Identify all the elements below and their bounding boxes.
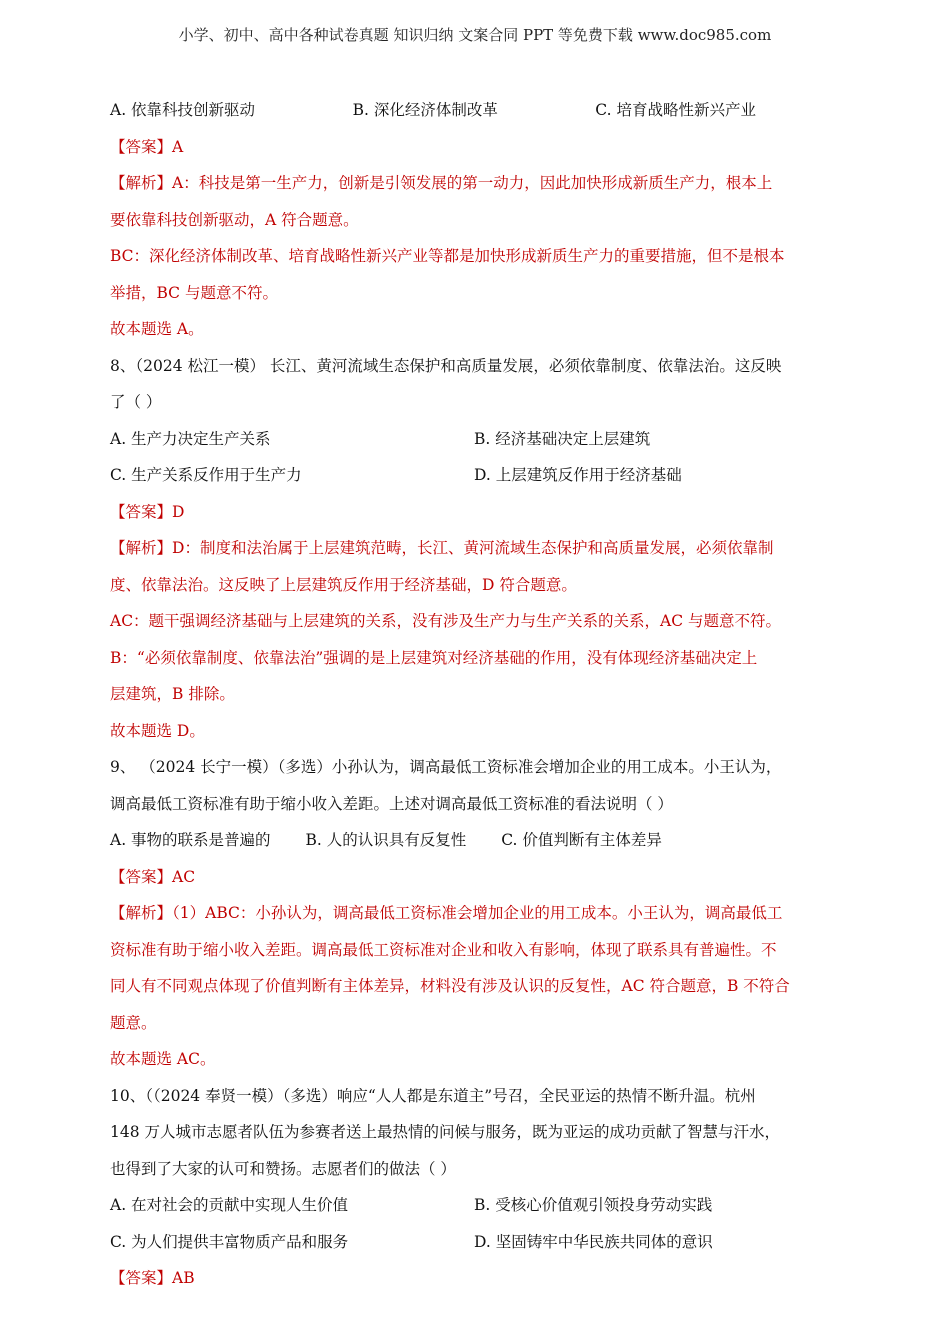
q8-analysis-line: 层建筑，B 排除。 — [110, 685, 235, 703]
q7-conclusion: 故本题选 A。 — [110, 320, 204, 338]
q9-analysis-line — [110, 895, 838, 932]
q7-option-b: B. 深化经济体制改革 — [352, 101, 498, 119]
q9-conclusion: 故本题选 AC。 — [110, 1050, 216, 1068]
q8-option-a: A. 生产力决定生产关系 — [110, 429, 271, 448]
q9-analysis-line: 同人有不同观点体现了价值判断有主体差异，材料没有涉及认识的反复性，AC 符合题意，B 不符合 — [110, 977, 790, 995]
q9-option-c: C. 价值判断有主体差异 — [501, 831, 662, 849]
answer-label: 【答案】 — [110, 867, 173, 886]
q8-analysis-line: AC：题干强调经济基础与上层建筑的关系，没有涉及生产力与生产关系的关系，AC 与题意不符。 — [110, 612, 782, 630]
q8-analysis-line: B：“必须依靠制度、依靠法治”强调的是上层建筑对经济基础的作用，没有体现经济基础决定上 — [110, 648, 758, 667]
q8-stem: 8、（2024 松江一模） 长江、黄河流域生态保护和高质量发展，必须依靠制度、依靠法治。这反映 — [110, 356, 782, 375]
answer-value: AC — [172, 867, 196, 886]
q8-option-c: C. 生产关系反作用于生产力 — [110, 466, 302, 484]
q10-stem: 也得到了大家的认可和赞扬。志愿者们的做法（ ） — [110, 1159, 456, 1178]
q8-option-d: D. 上层建筑反作用于经济基础 — [474, 466, 682, 484]
q8-analysis-line — [110, 530, 838, 567]
answer-label: 【答案】 — [110, 1269, 173, 1287]
analysis-text: （1）ABC：小孙认为，调高最低工资标准会增加企业的用工成本。小王认为，调高最低工 — [172, 904, 783, 922]
q10-option-b: B. 受核心价值观引领投身劳动实践 — [474, 1196, 713, 1214]
q9-option-b: B. 人的认识具有反复性 — [305, 831, 467, 849]
document-body — [110, 92, 838, 1297]
q9-stem: 9、 （2024 长宁一模）（多选）小孙认为，调高最低工资标准会增加企业的用工成本。小王认为， — [110, 758, 782, 776]
q7-option-c: C. 培育战略性新兴产业 — [595, 101, 756, 119]
q8-answer — [110, 494, 838, 531]
q10-options-row-2 — [110, 1224, 838, 1261]
answer-label: 【答案】 — [110, 502, 173, 521]
q10-stem: 148 万人城市志愿者队伍为参赛者送上最热情的问候与服务，既为亚运的成功贡献了智慧与汗水， — [110, 1123, 781, 1141]
q9-option-a: A. 事物的联系是普遍的 — [110, 831, 271, 849]
analysis-label: 【解析】 — [110, 174, 173, 192]
q10-answer — [110, 1260, 838, 1297]
q10-option-c: C. 为人们提供丰富物质产品和服务 — [110, 1232, 349, 1251]
q10-stem: 10、（（2024 奉贤一模）（多选）响应“人人都是东道主”号召，全民亚运的热情不断升温。杭州 — [110, 1086, 756, 1105]
answer-value: A — [172, 137, 184, 156]
q7-analysis-line: BC：深化经济体制改革、培育战略性新兴产业等都是加快形成新质生产力的重要措施，但不是根本 — [110, 247, 785, 265]
analysis-label: 【解析】 — [110, 904, 173, 922]
q7-analysis-line: 要依靠科技创新驱动，A 符合题意。 — [110, 210, 359, 229]
q9-answer — [110, 859, 838, 896]
q9-analysis-line: 题意。 — [110, 1013, 157, 1032]
q9-analysis-line: 资标准有助于缩小收入差距。调高最低工资标准对企业和收入有影响，体现了联系具有普遍性。不 — [110, 940, 777, 959]
q10-option-a: A. 在对社会的贡献中实现人生价值 — [110, 1196, 349, 1214]
q8-options-row-1 — [110, 421, 838, 458]
answer-label: 【答案】 — [110, 137, 173, 156]
q8-option-b: B. 经济基础决定上层建筑 — [474, 429, 651, 448]
page-header: 小学、初中、高中各种试卷真题 知识归纳 文案合同 PPT 等免费下载 www.doc985.com — [178, 26, 772, 44]
q7-option-a: A. 依靠科技创新驱动 — [110, 101, 256, 119]
q7-analysis-line — [110, 165, 838, 202]
analysis-text: A：科技是第一生产力，创新是引领发展的第一动力，因此加快形成新质生产力，根本上 — [172, 174, 773, 192]
q10-options-row-1 — [110, 1187, 838, 1224]
q8-options-row-2 — [110, 457, 838, 494]
q7-options — [110, 92, 838, 129]
analysis-label: 【解析】 — [110, 539, 173, 557]
q8-analysis-line: 度、依靠法治。这反映了上层建筑反作用于经济基础，D 符合题意。 — [110, 575, 577, 594]
q7-analysis-line: 举措，BC 与题意不符。 — [110, 283, 278, 302]
analysis-text: D：制度和法治属于上层建筑范畴，长江、黄河流域生态保护和高质量发展，必须依靠制 — [172, 539, 774, 557]
q8-conclusion: 故本题选 D。 — [110, 721, 205, 740]
q9-stem: 调高最低工资标准有助于缩小收入差距。上述对调高最低工资标准的看法说明（ ） — [110, 794, 673, 813]
answer-value: AB — [172, 1269, 195, 1287]
q10-option-d: D. 坚固铸牢中华民族共同体的意识 — [474, 1232, 713, 1251]
q9-options — [110, 822, 838, 859]
q7-answer — [110, 129, 838, 166]
q8-stem: 了（ ） — [110, 393, 162, 411]
answer-value: D — [172, 502, 185, 521]
